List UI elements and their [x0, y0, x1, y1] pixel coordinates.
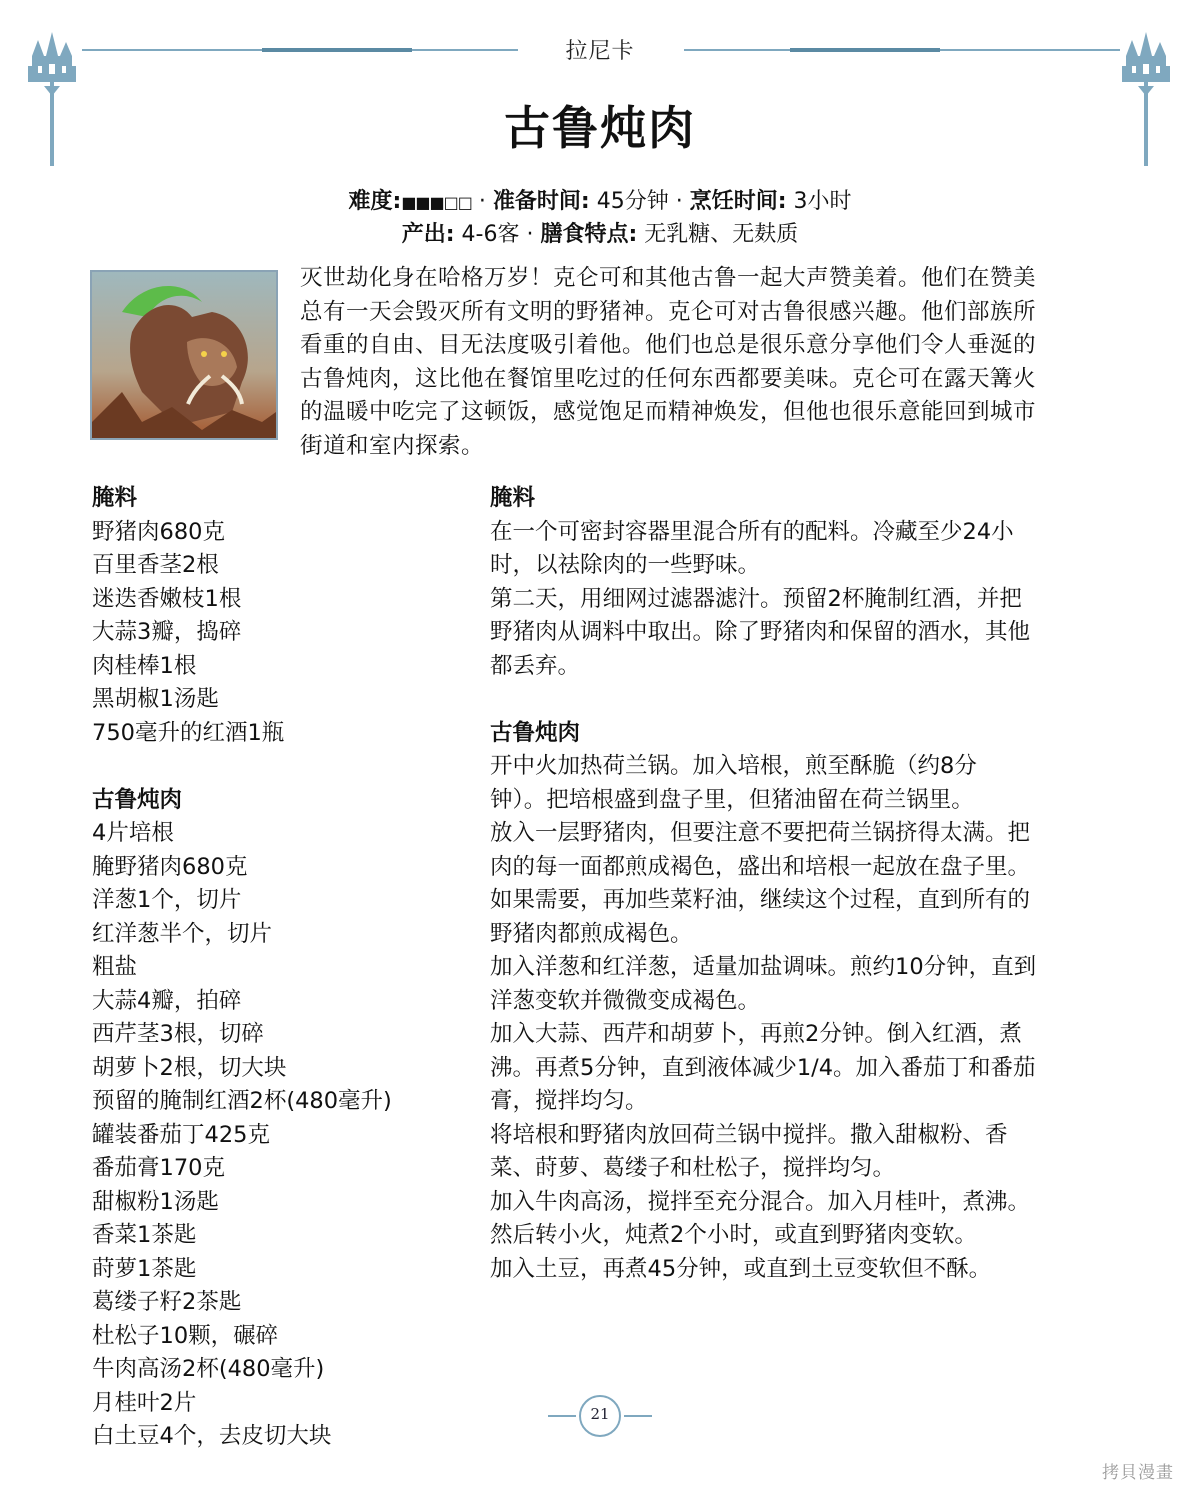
instruction-line: 开中火加热荷兰锅。加入培根，煎至酥脆（约8分	[490, 753, 977, 779]
marinade-ingredient-list	[92, 516, 462, 751]
boar-image	[92, 272, 276, 438]
instruction-line: 加入牛肉高汤，搅拌至充分混合。加入月桂叶，煮沸。	[490, 1188, 1031, 1215]
ingredient-item: 葛缕子籽2茶匙	[92, 1289, 242, 1315]
ingredient-item: 杜松子10颗，碾碎	[92, 1322, 279, 1349]
difficulty-rating: ■■■□□	[401, 193, 472, 212]
marinade-steps-heading: 腌料	[490, 485, 536, 511]
prep-time-label: 准备时间:	[492, 189, 590, 214]
ingredient-item: 胡萝卜2根，切大块	[92, 1054, 287, 1081]
difficulty-label: 难度:	[348, 189, 402, 214]
ingredient-item: 4片培根	[92, 820, 174, 846]
ingredient-item: 香菜1茶匙	[92, 1222, 197, 1248]
instruction-line: 洋葱变软并微微变成褐色。	[490, 987, 761, 1014]
instruction-line: 时，以祛除肉的一些野味。	[490, 552, 761, 578]
recipe-title: 古鲁炖肉	[504, 101, 696, 155]
ingredient-item: 腌野猪肉680克	[92, 853, 248, 880]
instruction-line: 在一个可密封容器里混合所有的配料。冷藏至少24小	[490, 518, 1014, 545]
intro-line: 古鲁炖肉，这比他在餐馆里吃过的任何东西都要美味。克仑可在露天篝火	[300, 365, 1037, 392]
castle-icon	[1118, 26, 1174, 166]
instruction-line: 加入洋葱和红洋葱，适量加盐调味。煎约10分钟，直到	[490, 954, 1037, 980]
ingredient-item: 白土豆4个，去皮切大块	[92, 1423, 332, 1449]
instruction-line: 菜、莳萝、葛缕子和杜松子，搅拌均匀。	[490, 1155, 896, 1181]
instruction-line: 将培根和野猪肉放回荷兰锅中搅拌。撒入甜椒粉、香	[490, 1121, 1008, 1148]
instruction-line: 肉的每一面都煎成褐色，盛出和培根一起放在盘子里。	[490, 853, 1031, 880]
yield-label: 产出:	[401, 222, 455, 247]
meta-separator: ·	[519, 222, 541, 247]
ingredient-item: 甜椒粉1汤匙	[92, 1188, 219, 1215]
marinade-ingredients-heading: 腌料	[92, 485, 138, 511]
ingredient-item: 黑胡椒1汤匙	[92, 686, 219, 712]
yield-value: 4-6客	[454, 222, 520, 247]
ingredient-item: 肉桂棒1根	[92, 652, 197, 679]
recipe-meta-line-1	[0, 184, 1200, 215]
ingredient-item: 红洋葱半个，切片	[92, 920, 273, 947]
ingredient-item: 莳萝1茶匙	[92, 1255, 197, 1282]
diet-label: 膳食特点:	[540, 222, 638, 247]
stew-steps-heading: 古鲁炖肉	[490, 719, 581, 746]
ingredient-item: 大蒜4瓣，拍碎	[92, 987, 242, 1014]
intro-line: 的温暖中吃完了这顿饭，感觉饱足而精神焕发，但他也很乐意能回到城市	[300, 399, 1037, 426]
ingredient-item: 西芹茎3根，切碎	[92, 1021, 264, 1047]
castle-icon	[24, 26, 80, 166]
intro-paragraph	[300, 262, 1110, 464]
boar-illustration	[90, 270, 278, 440]
instruction-line: 加入大蒜、西芹和胡萝卜，再煎2分钟。倒入红酒，煮	[490, 1021, 1022, 1047]
meta-separator: ·	[471, 189, 493, 214]
instruction-line: 然后转小火，炖煮2个小时，或直到野猪肉变软。	[490, 1222, 977, 1248]
ingredients-column	[92, 482, 462, 1454]
intro-line: 灭世劫化身在哈格万岁！克仑可和其他古鲁一起大声赞美着。他们在赞美	[300, 265, 1037, 291]
instruction-line: 沸。再煮5分钟，直到液体减少1/4。加入番茄丁和番茄	[490, 1054, 1036, 1081]
instruction-line: 放入一层野猪肉，但要注意不要把荷兰锅挤得太满。把	[490, 820, 1031, 846]
instruction-line: 野猪肉从调料中取出。除了野猪肉和保留的酒水，其他	[490, 619, 1031, 645]
ingredient-item: 罐装番茄丁425克	[92, 1121, 270, 1148]
instruction-line: 加入土豆，再煮45分钟，或直到土豆变软但不酥。	[490, 1255, 992, 1282]
prep-time-value: 45分钟	[589, 189, 669, 214]
ingredient-item: 750毫升的红酒1瓶	[92, 719, 285, 746]
meta-separator: ·	[668, 189, 690, 214]
cook-time-value: 3小时	[786, 189, 852, 214]
chapter-title: 拉尼卡	[565, 39, 635, 64]
ingredient-item: 粗盐	[92, 954, 138, 980]
ingredient-item: 迷迭香嫩枝1根	[92, 585, 242, 612]
instruction-line: 野猪肉都煎成褐色。	[490, 920, 693, 947]
stew-ingredient-list	[92, 817, 462, 1454]
recipe-meta-line-2	[0, 217, 1200, 248]
intro-line: 看重的自由、目无法度吸引着他。他们也总是很乐意分享他们令人垂涎的	[300, 332, 1037, 359]
header-divider-right	[684, 46, 1120, 54]
instruction-line: 钟）。把培根盛到盘子里，但猪油留在荷兰锅里。	[490, 786, 974, 813]
ingredient-item: 野猪肉680克	[92, 518, 225, 545]
page-number-badge	[548, 1394, 652, 1438]
watermark: 拷貝漫畫	[1102, 1463, 1174, 1483]
instruction-line: 膏，搅拌均匀。	[490, 1088, 648, 1114]
header-divider-left	[82, 46, 518, 54]
ingredient-item: 百里香茎2根	[92, 552, 219, 578]
ingredient-item: 洋葱1个，切片	[92, 887, 242, 913]
instruction-line: 第二天，用细网过滤器滤汁。预留2杯腌制红酒，并把	[490, 585, 1022, 612]
ingredient-item: 番茄膏170克	[92, 1155, 225, 1181]
cook-time-label: 烹饪时间:	[689, 189, 787, 214]
ingredient-item: 预留的腌制红酒2杯(480毫升)	[92, 1088, 392, 1114]
page-number: 21	[590, 1405, 610, 1423]
instruction-line: 都丢弃。	[490, 652, 581, 679]
ingredient-item: 月桂叶2片	[92, 1389, 197, 1416]
ingredient-item: 大蒜3瓣，捣碎	[92, 619, 242, 645]
ingredient-item: 牛肉高汤2杯(480毫升)	[92, 1356, 325, 1382]
instructions-column	[490, 482, 1110, 1286]
stew-ingredients-heading: 古鲁炖肉	[92, 786, 183, 813]
intro-line: 总有一天会毁灭所有文明的野猪神。克仑可对古鲁很感兴趣。他们部族所	[300, 298, 1037, 325]
intro-line: 街道和室内探索。	[300, 432, 485, 459]
instruction-line: 如果需要，再加些菜籽油，继续这个过程，直到所有的	[490, 887, 1031, 913]
diet-value: 无乳糖、无麸质	[637, 222, 799, 247]
